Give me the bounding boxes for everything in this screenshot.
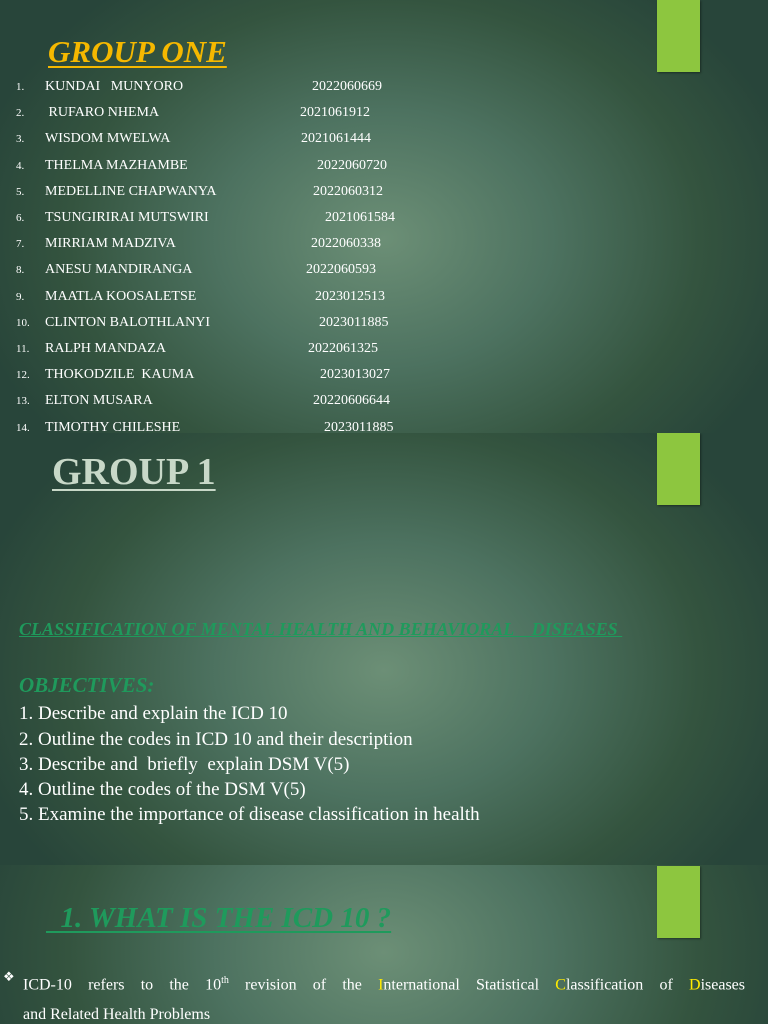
- slide-title: GROUP 1: [52, 451, 216, 493]
- member-id: 2023011885: [324, 419, 394, 433]
- member-name: MAATLA KOOSALETSE: [45, 288, 197, 304]
- accent-bar: [657, 433, 700, 505]
- member-id: 2023013027: [320, 367, 390, 383]
- member-number: 8.: [16, 264, 25, 277]
- member-name: ELTON MUSARA: [45, 393, 153, 409]
- member-row: [0, 131, 768, 151]
- member-id: 2023012513: [315, 288, 385, 304]
- member-row: [0, 210, 768, 230]
- para-text: iseases: [700, 976, 745, 994]
- member-id: 2022060312: [313, 183, 383, 199]
- para-text: ICD-10 refers to the 10: [23, 976, 222, 994]
- member-name: RUFARO NHEMA: [45, 105, 160, 121]
- member-row: [0, 393, 768, 413]
- member-id: 2021061584: [325, 210, 395, 225]
- member-number: 9.: [16, 290, 25, 303]
- member-row: [0, 341, 768, 361]
- member-number: 1.: [16, 81, 25, 93]
- member-row: [0, 79, 768, 99]
- member-row: [0, 367, 768, 387]
- objective-item: 5. Examine the importance of disease classification in health: [19, 804, 480, 825]
- objective-item: 2. Outline the codes in ICD 10 and their description: [19, 729, 413, 750]
- para-superscript: th: [221, 975, 229, 986]
- member-row: [0, 262, 768, 282]
- slide-group-one: [0, 0, 768, 433]
- member-name: RALPH MANDAZA: [45, 341, 166, 356]
- member-id: 2021061444: [301, 131, 371, 147]
- objectives-heading: OBJECTIVES:: [19, 673, 155, 697]
- definition-paragraph: [23, 964, 745, 1002]
- member-id: 2023011885: [319, 314, 389, 330]
- member-number: 4.: [16, 159, 25, 172]
- slide-subtitle: CLASSIFICATION OF MENTAL HEALTH AND BEHAVIORAL DISEASES: [19, 619, 623, 639]
- member-id: 2022060720: [317, 157, 387, 173]
- accent-bar: [657, 866, 700, 938]
- slide-title: 1. WHAT IS THE ICD 10 ?: [46, 902, 392, 934]
- para-text: revision of the: [228, 976, 379, 994]
- member-number: 2.: [16, 107, 25, 120]
- member-number: 6.: [16, 212, 25, 224]
- objective-item: 1. Describe and explain the ICD 10: [19, 703, 288, 724]
- member-row: [0, 315, 768, 335]
- slide-what-is-icd10: [0, 865, 768, 1024]
- member-row: [0, 158, 768, 178]
- member-name: ANESU MANDIRANGA: [45, 262, 193, 278]
- member-number: 3.: [16, 133, 25, 146]
- member-row: [0, 236, 768, 256]
- slide-title: GROUP ONE: [48, 34, 227, 69]
- member-number: 11.: [16, 343, 30, 355]
- member-name: THOKODZILE KAUMA: [45, 367, 195, 383]
- highlight-letter: D: [689, 976, 701, 994]
- member-row: [0, 289, 768, 309]
- member-row: [0, 184, 768, 204]
- member-name: MEDELLINE CHAPWANYA: [45, 183, 217, 199]
- member-id: 2022060593: [306, 262, 376, 278]
- member-id: 2022060669: [312, 79, 382, 94]
- member-id: 2022061325: [308, 341, 378, 356]
- member-id: 20220606644: [313, 393, 390, 409]
- definition-paragraph-line2: and Related Health Problems: [23, 1006, 211, 1023]
- member-id: 2022060338: [311, 236, 381, 252]
- diamond-bullet-icon: ❖: [3, 969, 15, 984]
- para-text: nternational Statistical: [383, 976, 556, 994]
- objective-item: 3. Describe and briefly explain DSM V(5): [19, 754, 350, 775]
- objective-item: 4. Outline the codes of the DSM V(5): [19, 779, 306, 800]
- member-name: TIMOTHY CHILESHE: [45, 419, 181, 433]
- member-row: [0, 105, 768, 125]
- member-name: WISDOM MWELWA: [45, 131, 171, 147]
- member-name: MIRRIAM MADZIVA: [45, 236, 176, 252]
- para-text: lassification of: [565, 976, 689, 994]
- member-row: [0, 420, 768, 433]
- member-id: 2021061912: [300, 105, 370, 121]
- member-number: 7.: [16, 238, 25, 251]
- member-name: THELMA MAZHAMBE: [45, 157, 188, 173]
- accent-bar: [657, 0, 700, 72]
- highlight-letter: C: [555, 976, 566, 994]
- member-number: 12.: [16, 369, 30, 382]
- member-name: TSUNGIRIRAI MUTSWIRI: [45, 210, 209, 225]
- member-number: 13.: [16, 395, 30, 408]
- member-number: 10.: [16, 316, 30, 329]
- slide-group-1-objectives: [0, 433, 768, 865]
- highlight-letter: I: [378, 976, 384, 994]
- member-number: 5.: [16, 185, 25, 198]
- member-name: CLINTON BALOTHLANYI: [45, 314, 210, 330]
- member-name: KUNDAI MUNYORO: [45, 79, 184, 94]
- member-number: 14.: [16, 421, 30, 433]
